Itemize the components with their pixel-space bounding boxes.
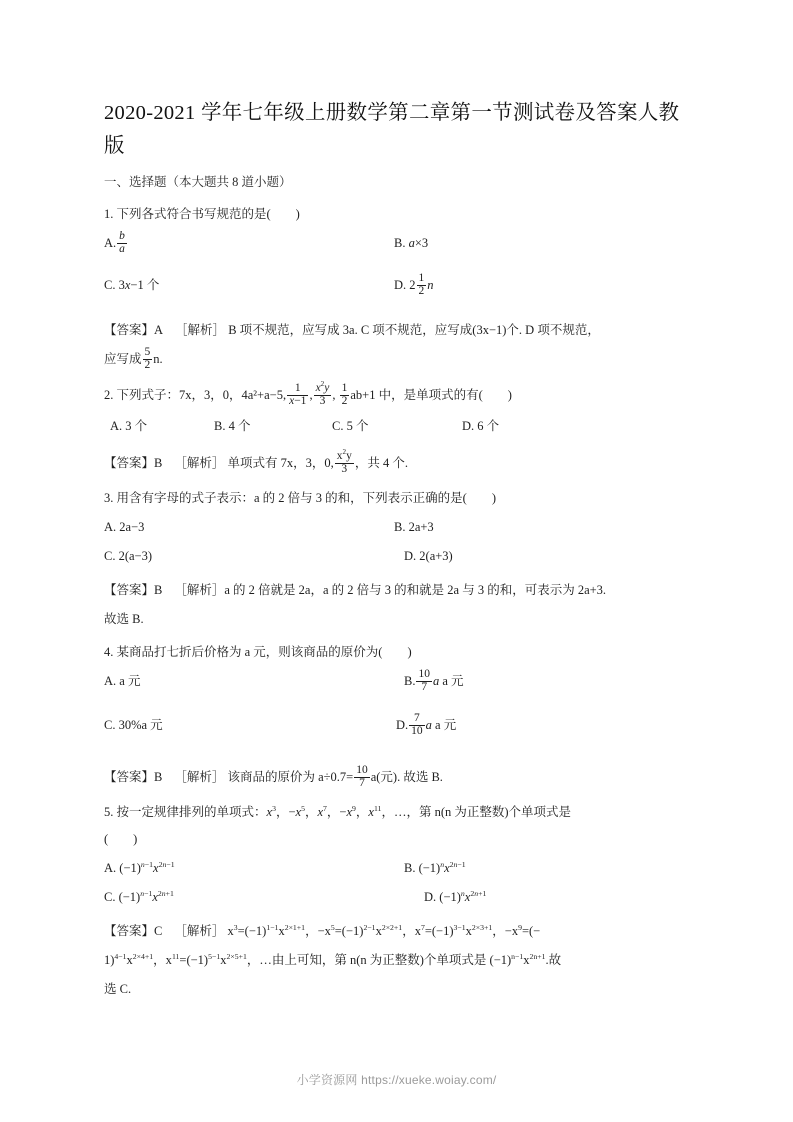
analysis-tag: ［解析］ [174, 456, 225, 470]
question-1-options [104, 231, 694, 309]
page-title: 2020-2021 学年七年级上册数学第二章第一节测试卷及答案人教版 [104, 102, 680, 157]
question-1-text: 下列各式符合书写规范的是( ) [116, 207, 300, 221]
footer-site-name: 小学资源网 [296, 1073, 358, 1087]
analysis-tag: ［解析］ [174, 583, 225, 597]
question-4-option-a[interactable]: A. a 元 [104, 674, 141, 688]
question-2-option-d[interactable]: D. 6 个 [462, 419, 500, 433]
answer-value: A [154, 323, 164, 337]
analysis-tag: ［解析］ [174, 924, 225, 938]
question-5-analysis-cont-2: 选 C. [104, 982, 132, 996]
question-1-stem [104, 202, 694, 227]
question-3-stem [104, 486, 694, 511]
question-5-stem-line2: ( ) [104, 832, 138, 846]
question-1-option-d[interactable]: D. 2 $\frac{1}{2}$ n [394, 271, 434, 297]
answer-tag: 【答案】 [104, 770, 155, 784]
analysis-tag: ［解析］ [175, 323, 226, 337]
question-3-analysis-cont: 故选 B. [104, 612, 144, 626]
question-4-option-c[interactable]: C. 30%a 元 [104, 718, 163, 732]
footer-url: https://xueke.woiay.com/ [361, 1073, 497, 1087]
question-4-option-d[interactable]: D. $\frac{7}{10}$ a a 元 [396, 711, 457, 737]
answer-value: B [154, 770, 163, 784]
answer-tag: 【答案】 [104, 456, 155, 470]
question-3-text: 用含有字母的式子表示：a 的 2 倍与 3 的和，下列表示正确的是( ) [116, 491, 496, 505]
question-4-options [104, 669, 694, 753]
question-2-text-pre: 下列式子：7x，3，0，4a²+a−5, [116, 388, 287, 402]
question-3-option-c[interactable]: C. 2(a−3) [104, 549, 153, 563]
answer-tag: 【答案】 [104, 583, 155, 597]
question-2-number: 2. [104, 388, 114, 402]
section-heading: 一、选择题（本大题共 8 道小题） [104, 175, 292, 189]
question-4-option-b[interactable]: B. $\frac{10}{7}$ a a 元 [404, 667, 464, 693]
question-5-sequence: $x^3$，$-x^5$，$x^7$，$-x^9$，$x^{11}$，…， [266, 803, 419, 819]
answer-tag: 【答案】 [104, 924, 155, 938]
question-3-option-a[interactable]: A. 2a−3 [104, 520, 145, 534]
answer-value: C [154, 924, 163, 938]
question-5-number: 5. [104, 805, 114, 819]
question-5-option-c[interactable]: C. $(-1)^{n-1}x^{2n+1}$ [104, 888, 174, 904]
answer-tag: 【答案】 [104, 323, 155, 337]
answer-value: B [154, 583, 163, 597]
question-4-number: 4. [104, 645, 114, 659]
question-5-options [104, 856, 694, 910]
question-3-number: 3. [104, 491, 114, 505]
question-1-option-a[interactable]: A. $\frac{b}{a}$ [104, 229, 125, 255]
question-2-stem: 2. 下列式子：7x，3，0，4a²+a−5, $\frac{1}{x-1}$ , $\frac{x^2y}{3}$ , $\frac{1}{2}$ ab+1 中，是单项式的有( ) [104, 379, 512, 407]
question-2-option-b[interactable]: B. 4 个 [214, 419, 251, 433]
question-2-text-post: ab+1 中，是单项式的有( ) [350, 388, 512, 402]
question-5-option-b[interactable]: B. $(-1)^nx^{2n-1}$ [404, 859, 466, 875]
question-1-answer [104, 317, 694, 344]
analysis-text: a 的 2 倍就是 2a，a 的 2 倍与 3 的和就是 2a 与 3 的和，可表示为 2a+3. [224, 583, 607, 597]
question-5-option-d[interactable]: D. $(-1)^nx^{2n+1}$ [424, 888, 487, 904]
answer-value: B [154, 456, 163, 470]
question-3-options [104, 515, 694, 569]
question-3-option-b[interactable]: B. 2a+3 [394, 520, 434, 534]
question-5-stem [104, 800, 694, 825]
question-4-stem [104, 640, 694, 665]
question-5-answer: 【答案】C ［解析］ $x^3=(-1)^{1-1}x^{2\times 1+1}$，$-x^5=(-1)^{2-1}x^{2\times 2+1}$，$x^7=(-1)^{3-1}x^{2\times 3+1}$，$-x^9=(-$ [104, 922, 541, 938]
question-1-option-c[interactable]: C. 3x−1 个 [104, 278, 160, 292]
question-1-number: 1. [104, 207, 114, 221]
question-3-answer [104, 577, 694, 604]
question-1-option-b[interactable]: B. a×3 [394, 236, 429, 250]
analysis-text: B 项不规范，应写成 3a. C 项不规范，应写成(3x−1)个. D 项不规范， [228, 323, 600, 337]
question-3-option-d[interactable]: D. 2(a+3) [404, 549, 453, 563]
question-2-option-c[interactable]: C. 5 个 [332, 419, 369, 433]
footer-watermark [0, 1071, 793, 1088]
question-5-text-pre: 按一定规律排列的单项式： [116, 805, 267, 819]
question-5-text-post: 第 n(n 为正整数)个单项式是 [418, 805, 572, 819]
question-2-answer: 【答案】B ［解析］ 单项式有 7x，3，0, $\frac{x^2y}{3}$ ，共 4 个. [104, 447, 408, 475]
question-4-text: 某商品打七折后价格为 a 元，则该商品的原价为( ) [116, 645, 412, 659]
question-2-option-a[interactable]: A. 3 个 [110, 419, 148, 433]
document-content [104, 97, 694, 1005]
question-5-option-a[interactable]: A. $(-1)^{n-1}x^{2n-1}$ [104, 859, 175, 875]
question-5-analysis-cont-1: $1)^{4-1}x^{2\times 4+1}$，$x^{11}=(-1)^{5-1}x^{2\times 5+1}$，…由上可知，第 n(n 为正整数)个单项式是 $(-1)^{n-1}x^{2n+1}$.故 [104, 951, 562, 967]
analysis-tag: ［解析］ [174, 770, 225, 784]
question-4-answer: 【答案】B ［解析］ 该商品的原价为 a÷0.7= $\frac{10}{7}$ a(元). 故选 B. [104, 763, 443, 789]
question-1-analysis-cont: 应写成 $\frac{5}{2}$ n. [104, 345, 163, 371]
question-2-options [104, 414, 694, 439]
